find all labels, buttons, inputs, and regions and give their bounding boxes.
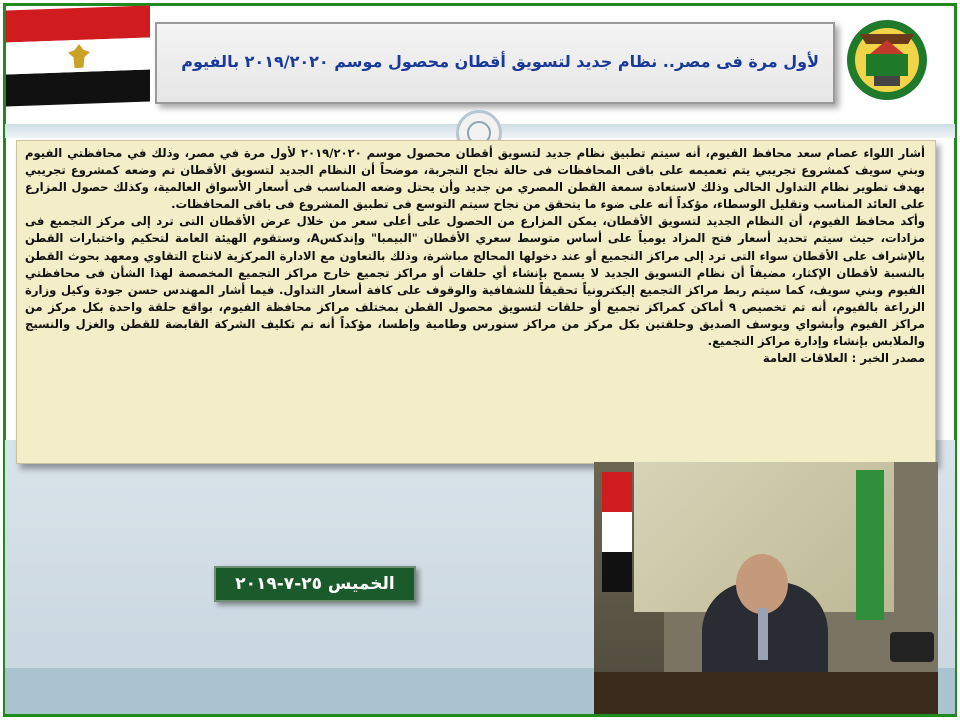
article-source: مصدر الخبر : العلاقات العامة <box>762 351 925 366</box>
date-plate: الخميس ٢٥-٧-٢٠١٩ <box>214 566 416 602</box>
page-title: لأول مرة فى مصر.. نظام جديد لتسويق أقطان محصول موسم ٢٠١٩/٢٠٢٠ بالفيوم <box>181 52 819 71</box>
egypt-flag-image <box>6 5 150 106</box>
article-body <box>16 140 936 464</box>
article-paragraph-1: أشار اللواء عصام سعد محافظ الفيوم، أنه سيتم تطبيق نظام جديد لتسويق أقطان محصول موسم ٢٠١٩/٢٠٢٠ لأول مرة في مصر، وذلك في محافظتي الفيوم وبني سويف كمشروع تجريبي يتم تعميمه على باقى المحافظات فى حالة نجاح التجربة، موضحاً أن النظام الجديد لتسويق الأقطان تم وضعه كمشروع تجريبي بهدف تطوير نظام التداول الحالى وذلك لاستعادة سمعة القطن المصري من جديد وأن يحتل وضعه المناسب فى أسعار الأسواق العالمية، وكذلك حصول المزارع على العائد المناسب وتقليل الوسطاء، مؤكداً أنه على ضوء ما يتحقق من نجاح سيتم التوسع فى تطبيق المشروع فى باقى المحافظات. <box>25 146 925 212</box>
office-egypt-flag-icon <box>602 472 632 592</box>
eagle-emblem-icon <box>68 44 90 69</box>
governor-photo <box>594 462 938 714</box>
governorate-flag-icon <box>856 470 884 620</box>
governorate-logo <box>838 14 936 106</box>
desk-phone-icon <box>890 632 934 662</box>
desk <box>594 672 938 714</box>
title-banner <box>155 22 835 104</box>
person-tie <box>758 608 768 660</box>
person-head <box>736 554 788 614</box>
article-paragraph-2: وأكد محافظ الفيوم، أن النظام الجديد لتسويق الأقطان، يمكن المزارع من الحصول على أعلى سعر من خلال عرض الأقطان التى ترد إلى مركز التجميع فى مزادات، حيث سيتم تحديد أسعار فتح المزاد يومياً على أساس متوسط سعري الأقطان "البيمبا" وإندكسA، وستقوم الهيئة العامة لتحكيم واختبارات القطن بالإشراف على الأقطان سواء التى ترد إلى مراكز التجميع أو عند دخولها المحالج مباشرة، وذلك بالتعاون مع الادارة المركزية لانتاج التقاوي ومعهد بحوث القطن بالنسبة لأقطان الإكثار، مضيفاً أن نظام التسويق الجديد لا يسمح بإنشاء أي حلقات أو مراكز تجميع خارج مراكز التجميع المخصصة لهذا الشأن فى محافظتي الفيوم وبني سويف، كما سيتم ربط مراكز التجميع إليكترونياً تحقيقاً للشفافية والوقوف على كافة أسعار التداول. فيما أشار المهندس حسن جودة وكيل وزارة الزراعة بالفيوم، أنه تم تخصيص ٩ أماكن كمراكز تجميع أو حلقات لتسويق محصول القطن بمختلف مراكز محافظة الفيوم، بواقع حلقة واحدة بكل مركز من مراكز الفيوم وأبشواي ويوسف الصديق وحلقتين بكل مركز من مراكز سنورس وطامية وإطسا، مؤكداً أنه تم تكليف الشركة القابضة للقطن والغزل والنسيج والملابس بإنشاء وإدارة مراكز التجميع. <box>25 214 925 349</box>
